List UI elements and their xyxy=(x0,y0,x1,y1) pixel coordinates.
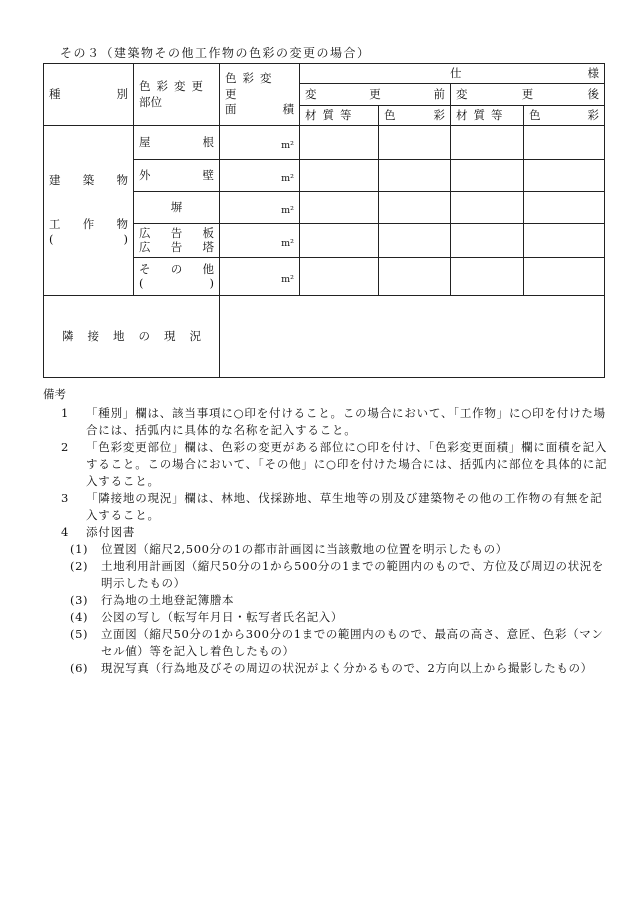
header-type: 種 別 xyxy=(44,64,134,126)
header-color-before: 色 彩 xyxy=(379,106,451,126)
attachment-item: (3) 行為地の土地登記簿謄本 xyxy=(70,593,235,607)
attachment-item: (1) 位置図（縮尺2,500分の1の都市計画図に当該敷地の位置を明示したもの） xyxy=(70,542,508,556)
color-change-table xyxy=(43,63,605,378)
header-area: 色彩変更 面 積 xyxy=(220,64,300,126)
header-part: 色彩変更 部位 xyxy=(134,64,220,126)
header-after: 変 更 後 xyxy=(451,84,605,106)
note-item: 4 添付図書 xyxy=(61,525,136,539)
part-fence: 塀 xyxy=(134,192,220,224)
area-roof[interactable]: m² xyxy=(220,126,300,160)
notes-section xyxy=(43,386,608,677)
part-wall: 外 壁 xyxy=(134,160,220,192)
part-label: 屋 根 xyxy=(139,134,214,149)
part-roof xyxy=(134,126,220,160)
adjacent-land-label: 隣 接 地 の 現 況 xyxy=(44,296,220,378)
area-other[interactable]: m² xyxy=(220,258,300,296)
attachment-item: (5) 立面図（縮尺50分の1から300分の1までの範囲内のもので、最高の高さ、意匠、色彩（マンセル値）等を記入し着色したもの） xyxy=(70,627,604,658)
note-item: 3 「隣接地の現況」欄は、林地、伐採跡地、草生地等の別及び建築物その他の工作物の有無を記入すること。 xyxy=(61,491,603,522)
attachment-item: (6) 現況写真（行為地及びその周辺の状況がよく分かるもので、2方向以上から撮影したもの） xyxy=(70,661,593,675)
part-billboard: 広 告 板 広 告 塔 xyxy=(134,224,220,258)
notes-heading: 備考 xyxy=(43,387,66,401)
form-title: その３（建築物その他工作物の色彩の変更の場合） xyxy=(60,46,371,60)
header-color-after: 色 彩 xyxy=(524,106,605,126)
area-wall[interactable]: m² xyxy=(220,160,300,192)
part-other: そ の 他 ( ) xyxy=(134,258,220,296)
attachment-item: (4) 公図の写し（転写年月日・転写者氏名記入） xyxy=(70,610,343,624)
header-material-after: 材質等 xyxy=(451,106,524,126)
area-fence[interactable]: m² xyxy=(220,192,300,224)
header-material-before: 材質等 xyxy=(300,106,379,126)
attachment-item: (2) 土地利用計画図（縮尺50分の1から500分の1までの範囲内のもので、方位及び周辺の状況を明示したもの） xyxy=(70,559,604,590)
note-item: 2 「色彩変更部位」欄は、色彩の変更がある部位に○印を付け、「色彩変更面積」欄に面積を記入すること。この場合において、「その他」に○印を付けた場合には、括弧内に部位を具体的に記入すること。 xyxy=(61,440,608,488)
header-before: 変 更 前 xyxy=(300,84,451,106)
area-billboard[interactable]: m² xyxy=(220,224,300,258)
adjacent-land-value[interactable] xyxy=(220,296,605,378)
header-spec: 仕 様 xyxy=(300,64,605,84)
type-cell: 建 築 物 工 作 物 ( ) xyxy=(44,126,134,296)
note-item: 1 「種別」欄は、該当事項に○印を付けること。この場合において、「工作物」に○印を付けた場合には、括弧内に具体的な名称を記入すること。 xyxy=(61,406,606,437)
